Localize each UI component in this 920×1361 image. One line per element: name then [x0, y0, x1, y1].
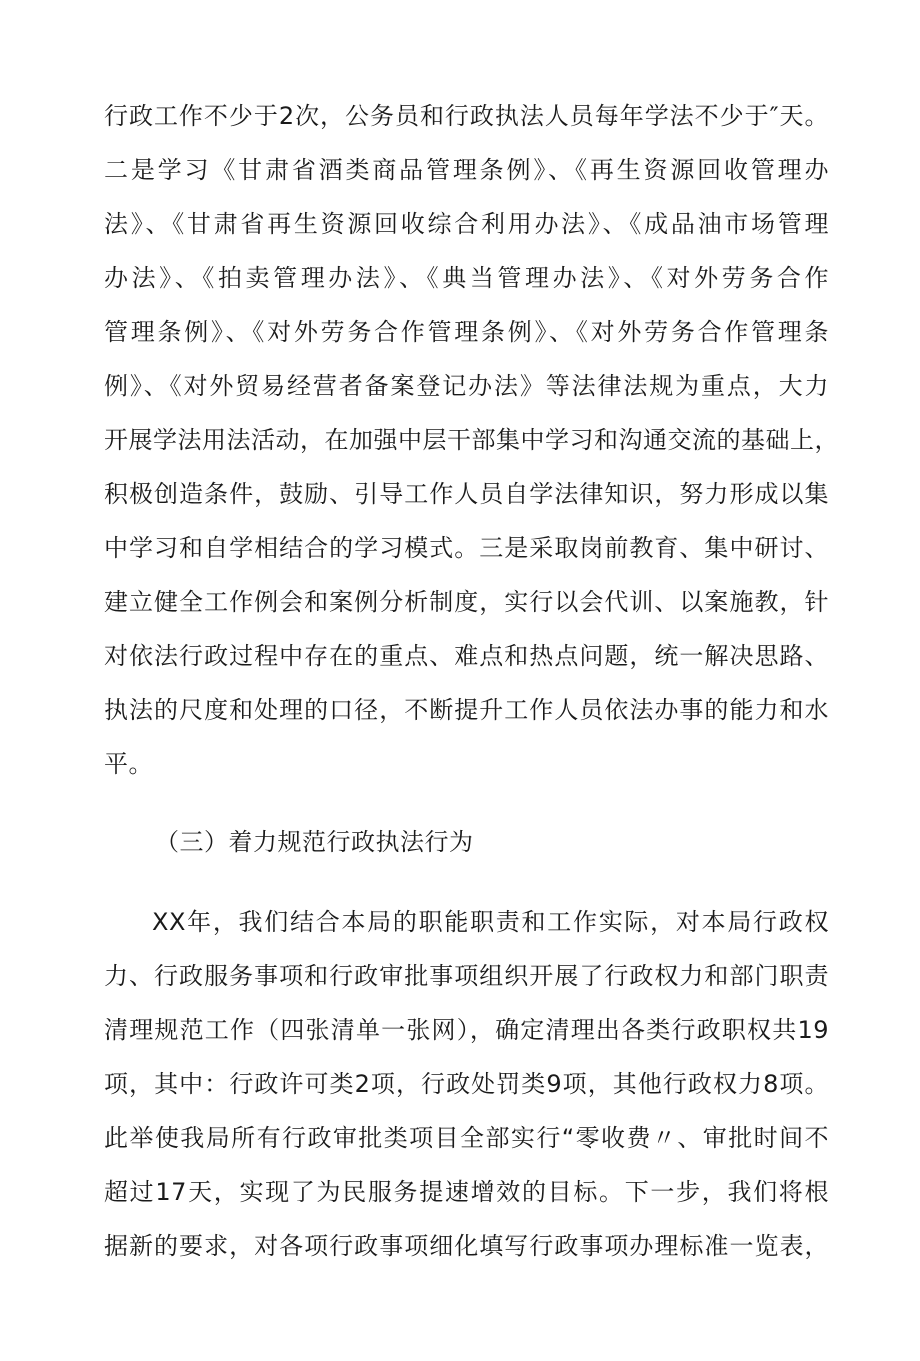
paragraph-1-line-9: 中学习和自学相结合的学习模式。三是采取岗前教育、集中研讨、 [104, 534, 829, 562]
paragraph-1-line-5: 管理条例》、《对外劳务合作管理条例》、《对外劳务合作管理条 [104, 318, 829, 346]
paragraph-2-line-6: 超过17天，实现了为民服务提速增效的目标。下一步，我们将根 [104, 1178, 829, 1206]
paragraph-1-line-3: 法》、《甘肃省再生资源回收综合利用办法》、《成品油市场管理 [104, 210, 829, 238]
paragraph-2-line-2: 力、行政服务事项和行政审批事项组织开展了行政权力和部门职责 [104, 962, 829, 990]
paragraph-2-line-3: 清理规范工作（四张清单一张网），确定清理出各类行政职权共19 [104, 1016, 829, 1044]
paragraph-2-line-4: 项，其中：行政许可类2项，行政处罚类9项，其他行政权力8项。 [104, 1070, 829, 1098]
paragraph-1-line-12: 执法的尺度和处理的口径，不断提升工作人员依法办事的能力和水 [104, 696, 829, 724]
paragraph-2-line-7: 据新的要求，对各项行政事项细化填写行政事项办理标准一览表， [104, 1232, 829, 1260]
paragraph-2-line-5: 此举使我局所有行政审批类项目全部实行“零收费〃、审批时间不 [104, 1124, 829, 1152]
paragraph-2-line-1: XX年，我们结合本局的职能职责和工作实际，对本局行政权 [152, 908, 829, 936]
paragraph-1-line-4: 办法》、《拍卖管理办法》、《典当管理办法》、《对外劳务合作 [104, 264, 829, 292]
paragraph-1-line-1: 行政工作不少于2次，公务员和行政执法人员每年学法不少于″天。 [104, 102, 829, 130]
paragraph-1-line-2: 二是学习《甘肃省酒类商品管理条例》、《再生资源回收管理办 [104, 156, 829, 184]
paragraph-1-line-6: 例》、《对外贸易经营者备案登记办法》等法律法规为重点，大力 [104, 372, 829, 400]
paragraph-1-line-13: 平。 [104, 750, 153, 778]
paragraph-1-line-11: 对依法行政过程中存在的重点、难点和热点问题，统一解决思路、 [104, 642, 829, 670]
paragraph-1-line-8: 积极创造条件，鼓励、引导工作人员自学法律知识，努力形成以集 [104, 480, 829, 508]
section-heading: （三）着力规范行政执法行为 [155, 828, 474, 856]
paragraph-1-line-10: 建立健全工作例会和案例分析制度，实行以会代训、以案施教，针 [104, 588, 829, 616]
paragraph-1-line-7: 开展学法用法活动，在加强中层干部集中学习和沟通交流的基础上， [104, 426, 839, 454]
